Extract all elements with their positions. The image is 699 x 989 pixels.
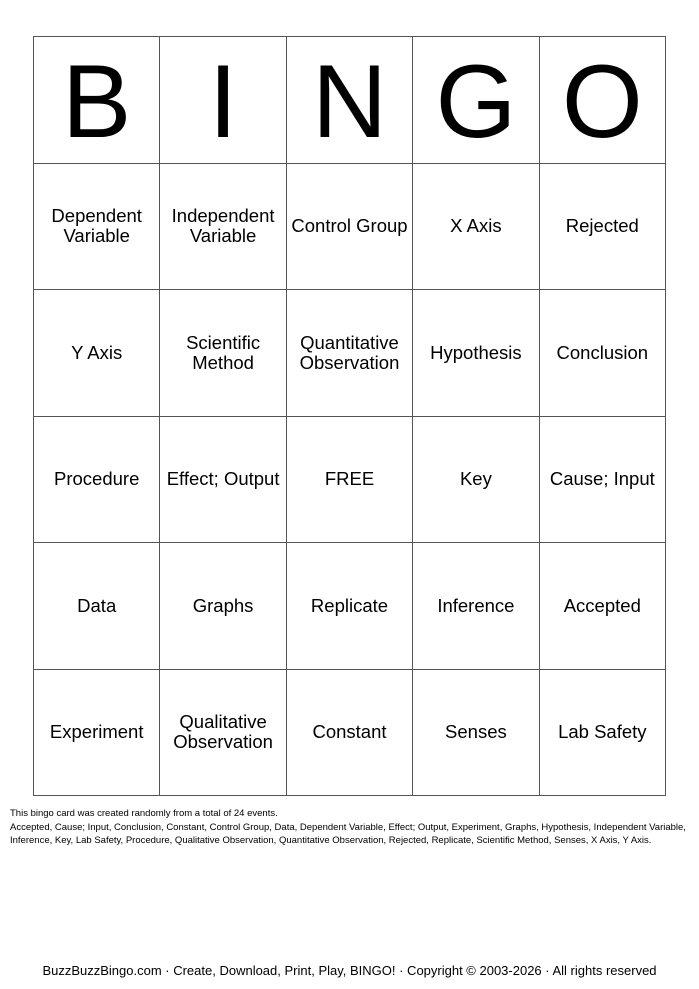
bingo-cell: Experiment [34,670,160,797]
bingo-cell: Replicate [287,543,413,670]
bingo-cell: Cause; Input [540,417,666,544]
header-letter-b: B [34,37,160,164]
bingo-cell: Effect; Output [160,417,286,544]
page-footer: BuzzBuzzBingo.com · Create, Download, Print, Play, BINGO! · Copyright © 2003-2026 · All rights reserved [42,963,657,978]
bingo-cell: Rejected [540,164,666,291]
bingo-cell: Qualitative Observation [160,670,286,797]
bingo-cell: Key [413,417,539,544]
bingo-card [33,36,666,796]
bingo-cell: Lab Safety [540,670,666,797]
card-note [10,807,690,848]
bingo-cell: Hypothesis [413,290,539,417]
bingo-cell: X Axis [413,164,539,291]
header-letter-g: G [413,37,539,164]
bingo-cell: Graphs [160,543,286,670]
bingo-cell: Dependent Variable [34,164,160,291]
bingo-cell: Conclusion [540,290,666,417]
bingo-cell: Quantitative Observation [287,290,413,417]
header-letter-i: I [160,37,286,164]
card-note-event-list: Accepted, Cause; Input, Conclusion, Constant, Control Group, Data, Dependent Variable, Effect; Output, Experiment, Graphs, Hypothesis, Independent Variable, Inference, Key, Lab Safety, Procedure, Qualitative Observation, Quantitative Observation, Rejected, Replicate, Scientific Method, Senses, X Axis, Y Axis. [10,821,686,846]
header-letter-o: O [540,37,666,164]
bingo-cell: Y Axis [34,290,160,417]
free-space-cell: FREE [287,417,413,544]
bingo-cell: Procedure [34,417,160,544]
bingo-cell: Independent Variable [160,164,286,291]
card-note-summary: This bingo card was created randomly from a total of 24 events. [10,808,278,819]
bingo-cell: Inference [413,543,539,670]
bingo-cell: Scientific Method [160,290,286,417]
bingo-cell: Control Group [287,164,413,291]
bingo-cell: Data [34,543,160,670]
bingo-cell: Constant [287,670,413,797]
header-letter-n: N [287,37,413,164]
bingo-cell: Accepted [540,543,666,670]
bingo-cell: Senses [413,670,539,797]
